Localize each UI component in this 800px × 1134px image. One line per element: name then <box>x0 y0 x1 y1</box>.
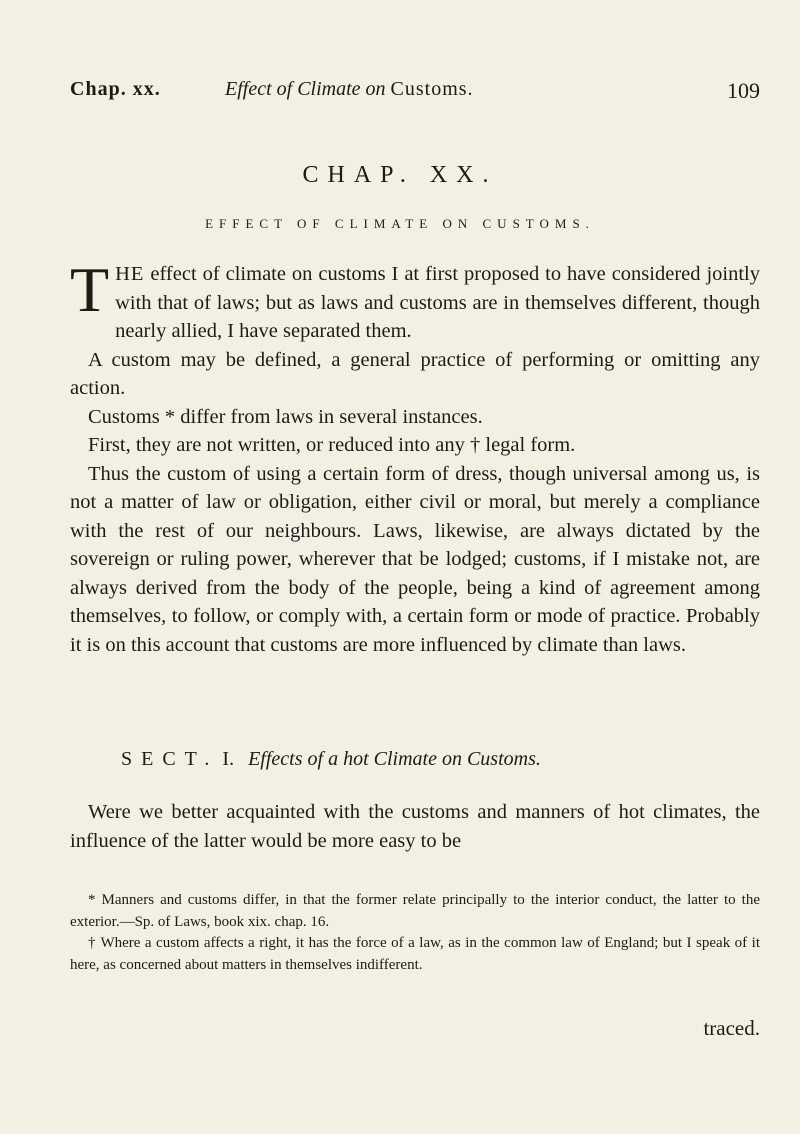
paragraph-5: Thus the custom of using a certain form of dress, though universal among us, is not a matter of law or obligation, either civil or moral, but merely a compliance with the rest of our neighbours. Laws, likewise, are always dictated by the sovereign or ruling power, wherever that be lodged; customs, if I mistake not, are always derived from the body of the people, being a kind of agreement among themselves, to follow, or comply with, a certain form or mode of practice. Probably it is on this account that customs are more influenced by climate than laws. <box>70 462 760 656</box>
footnote-2: † Where a custom affects a right, it has the force of a law, as in the common law of England; but I speak of it here, as concerned about matters in themselves indifferent. <box>70 935 760 973</box>
section-number: I. <box>222 748 235 770</box>
running-head <box>70 78 760 108</box>
paragraph-1-first-word: HE <box>115 263 145 285</box>
page-number: 109 <box>727 78 760 103</box>
catchword: traced. <box>703 1016 760 1040</box>
section-label: SECT. <box>121 748 219 770</box>
paragraph-1 <box>70 254 760 346</box>
running-head-title-italic: Effect of Climate on <box>225 78 386 100</box>
chapter-body <box>70 254 760 659</box>
running-head-title-caps: Customs. <box>390 78 474 100</box>
paragraph-4: First, they are not written, or reduced into any † legal form. <box>88 434 576 456</box>
running-head-chapter: Chap. xx. <box>70 78 161 100</box>
paragraph-3: Customs * differ from laws in several instances. <box>88 405 483 428</box>
chapter-subtitle: EFFECT OF CLIMATE ON CUSTOMS. <box>205 216 595 231</box>
paragraph-2: A custom may be defined, a general practice of performing or omitting any action. <box>70 348 760 399</box>
section-body <box>70 798 760 855</box>
section-paragraph: Were we better acquainted with the customs and manners of hot climates, the influence of the latter would be more easy to be <box>70 801 760 852</box>
section-heading <box>70 748 760 771</box>
chapter-heading: CHAP. XX. <box>302 162 498 188</box>
drop-cap: T <box>70 254 110 325</box>
footnote-1: * Manners and customs differ, in that the former relate principally to the interior conduct, the latter to the exterior.—Sp. of Laws, book xix. chap. 16. <box>70 892 760 930</box>
paragraph-1-text: effect of climate on customs I at first proposed to have considered jointly with that of laws; but as laws and customs are in themselves different, though nearly allied, I have separated them. <box>115 263 760 342</box>
section-title: Effects of a hot Climate on Customs. <box>248 748 541 770</box>
running-head-title <box>225 78 474 101</box>
footnotes <box>70 890 760 976</box>
